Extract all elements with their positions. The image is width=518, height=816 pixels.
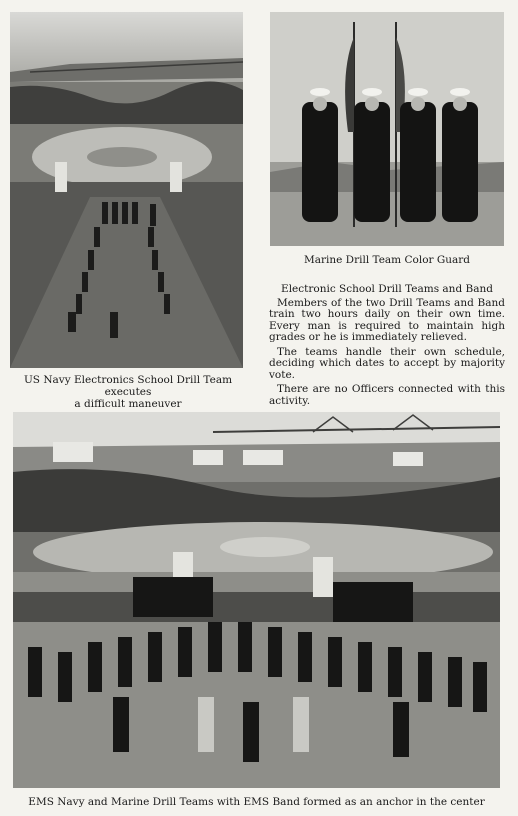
color-guard-photo [270, 12, 504, 246]
band-formation-caption: EMS Navy and Marine Drill Teams with EMS Band formed as an anchor in the center [28, 796, 485, 808]
drill-team-caption [8, 374, 248, 410]
article [269, 284, 505, 410]
article-paragraph: Members of the two Drill Teams and Band train two hours daily on their own time. Every man is required to maintain high grades or he is immediately relieved. [269, 296, 505, 343]
color-guard-caption: Marine Drill Team Color Guard [303, 254, 471, 266]
article-paragraph: The teams handle their own schedule, deciding which dates to accept by majority vote. [269, 345, 505, 381]
drill-team-caption-line2: a difficult maneuver [74, 398, 182, 410]
drill-team-photo [10, 12, 243, 368]
article-title: Electronic School Drill Teams and Band [281, 283, 493, 295]
drill-team-caption-line1: US Navy Electronics School Drill Team executes [23, 374, 233, 398]
article-paragraph: There are no Officers connected with this activity. [269, 383, 505, 407]
band-formation-photo [13, 412, 500, 788]
